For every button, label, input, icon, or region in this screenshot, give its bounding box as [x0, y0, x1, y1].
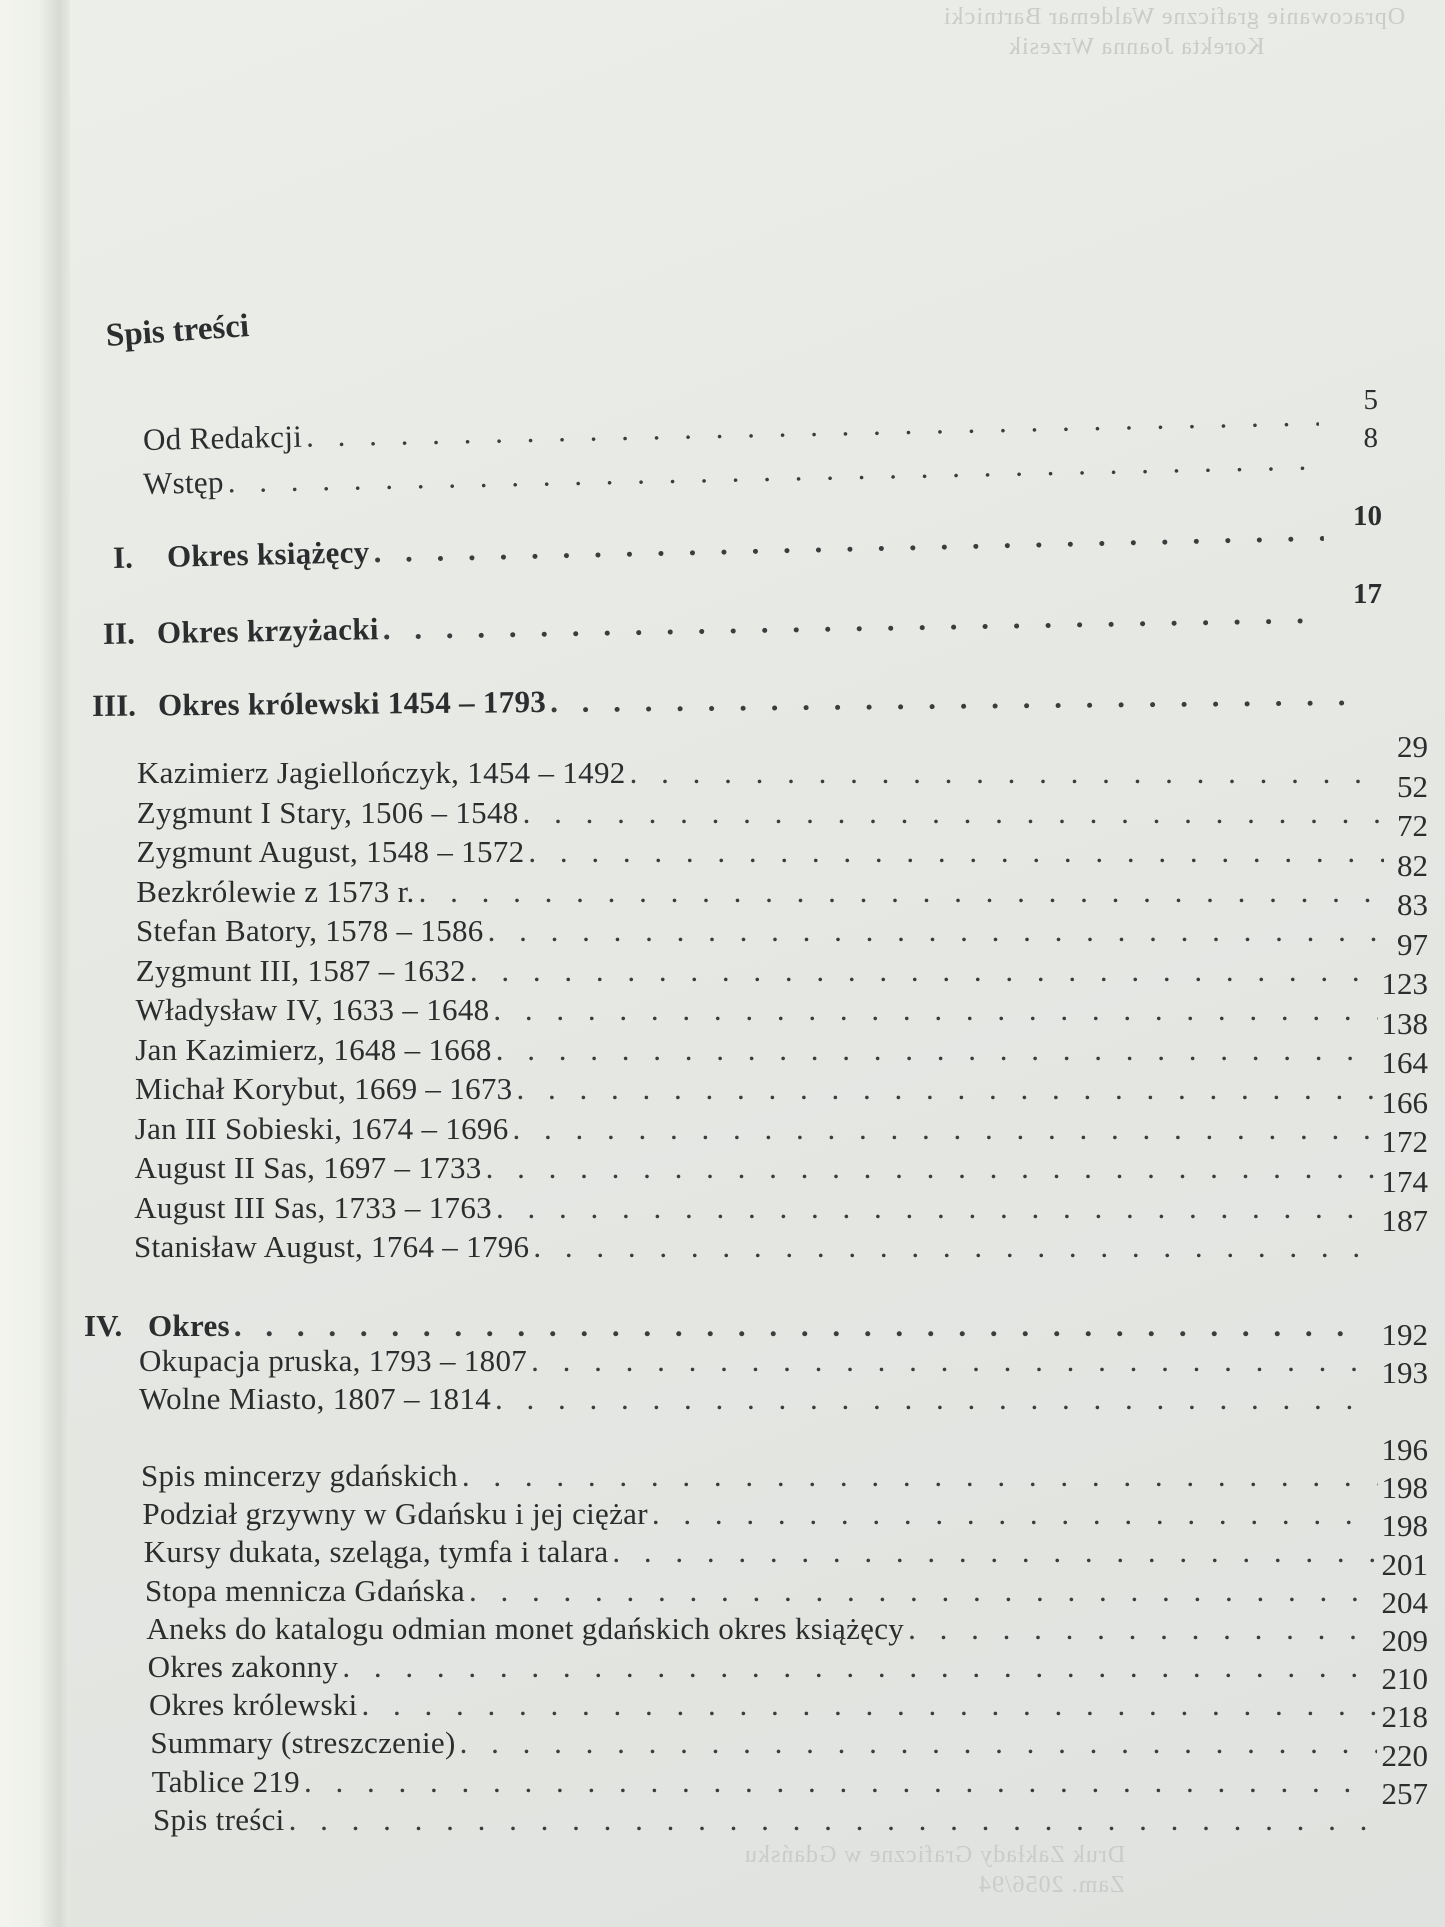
dot-leader — [496, 1032, 1378, 1068]
toc-page-number: 218 — [1381, 1699, 1428, 1735]
toc-page-number: 5 — [1363, 384, 1378, 416]
toc-page-number: 204 — [1381, 1584, 1428, 1620]
toc-entry-label: Jan Kazimierz, 1648 – 1668 — [135, 1031, 492, 1067]
chapter-number: IV. — [84, 1308, 123, 1343]
toc-entry-label: Okres — [148, 1308, 230, 1343]
toc-entry-label: Bezkrólewie z 1573 r. — [136, 873, 415, 909]
toc-page-number: 164 — [1381, 1045, 1428, 1080]
toc-entry-label: Okupacja pruska, 1793 – 1807 — [139, 1343, 528, 1378]
toc-entry-label: Wolne Miasto, 1807 – 1814 — [139, 1381, 492, 1416]
dot-leader — [488, 913, 1384, 949]
toc-page-number: 166 — [1381, 1084, 1428, 1120]
toc-page-number: 72 — [1397, 808, 1428, 843]
dot-leader — [493, 992, 1377, 1028]
toc-page-number: 192 — [1381, 1317, 1428, 1352]
chapter-number: II. — [102, 615, 136, 651]
toc-entry-label: Kazimierz Jagiellończyk, 1454 – 1492 — [137, 755, 626, 790]
toc-page-number: 201 — [1381, 1546, 1428, 1582]
toc-entry-label: Okres zakonny — [147, 1649, 339, 1684]
toc-entry-label: Okres książęcy — [166, 534, 370, 574]
toc-page-number: 97 — [1397, 926, 1428, 962]
toc-entry-label: Stopa mennicza Gdańska — [145, 1572, 465, 1608]
dot-leader — [630, 755, 1384, 791]
dot-leader — [304, 1764, 1378, 1800]
toc-entry-label: Zygmunt III, 1587 – 1632 — [135, 952, 466, 988]
toc-page-number: 8 — [1363, 422, 1378, 454]
toc-entry-label: Tablice 219 — [151, 1763, 300, 1799]
toc-page-number: 198 — [1381, 1508, 1428, 1544]
dot-leader — [528, 834, 1384, 870]
toc-entry-label: Spis mincerzy gdańskich — [141, 1458, 458, 1493]
dot-leader — [382, 595, 1324, 647]
toc-entry-label: Okres królewski 1454 – 1793 — [157, 684, 547, 723]
toc-chapter-4 — [84, 1308, 1369, 1344]
toc-entry-label: Zygmunt August, 1548 – 1572 — [136, 834, 525, 869]
toc-page-number: 174 — [1381, 1163, 1428, 1199]
dot-leader — [362, 1687, 1378, 1723]
bleed-through-text-line: Zam. 2056/94 — [978, 1872, 1125, 1898]
dot-leader — [495, 1381, 1377, 1417]
toc-page-number: 209 — [1381, 1623, 1428, 1658]
bleed-through-text-line: Druk Zakłady Graficzne w Gdańsku — [743, 1842, 1125, 1868]
toc-entry-label: Jan III Sobieski, 1674 – 1696 — [134, 1110, 509, 1146]
toc-page-number: 52 — [1397, 768, 1428, 804]
dot-leader — [289, 1802, 1378, 1838]
dot-leader — [419, 874, 1384, 910]
toc-entry-label: Summary (streszczenie) — [150, 1725, 456, 1761]
dot-leader — [550, 677, 1353, 720]
dot-leader — [523, 795, 1384, 831]
toc-entry-label: August III Sas, 1733 – 1763 — [134, 1189, 492, 1225]
dot-leader — [908, 1611, 1377, 1647]
dot-leader — [531, 1343, 1377, 1379]
dot-leader — [496, 1190, 1378, 1226]
dot-leader — [470, 953, 1384, 989]
page-title: Spis treści — [104, 308, 251, 354]
toc-page-number: 123 — [1381, 966, 1428, 1001]
toc-page-number: 17 — [1353, 578, 1382, 610]
toc-page-number: 187 — [1381, 1203, 1428, 1238]
chapter-number: I. — [112, 539, 134, 575]
toc-entry-label: Od Redakcji — [142, 418, 303, 457]
toc-page-number: 198 — [1381, 1470, 1428, 1506]
toc-page-number: 257 — [1381, 1775, 1428, 1811]
toc-entry-label: Stanisław August, 1764 – 1796 — [134, 1229, 530, 1264]
bleed-through-text-line: Opracowanie graficzne Waldemar Bartnicki — [942, 4, 1405, 30]
toc-page-number: 193 — [1381, 1355, 1428, 1390]
toc-entry — [137, 729, 1428, 791]
chapter-number: III. — [91, 687, 137, 723]
toc-page-number: 138 — [1381, 1005, 1428, 1041]
toc-entry-label: Władysław IV, 1633 – 1648 — [135, 992, 490, 1027]
toc-entry-label: Stefan Batory, 1578 – 1586 — [136, 913, 484, 948]
toc-page-number: 10 — [1353, 500, 1382, 532]
dot-leader — [516, 1071, 1377, 1107]
dot-leader — [462, 1458, 1378, 1494]
toc-page-number: 210 — [1381, 1661, 1428, 1697]
dot-leader — [342, 1649, 1377, 1685]
toc-entry-label: Okres krzyżacki — [156, 611, 380, 651]
toc-chapter-3 — [92, 677, 1357, 724]
toc-entry-label: Aneks do katalogu odmian monet gdańskich okres książęcy — [146, 1610, 905, 1646]
toc-entry-label: Kursy dukata, szeląga, tymfa i talara — [143, 1534, 609, 1570]
toc-page-number: 82 — [1397, 847, 1428, 883]
toc-entry-label: August II Sas, 1697 – 1733 — [134, 1150, 482, 1185]
dot-leader — [469, 1573, 1378, 1609]
dot-leader — [612, 1534, 1377, 1570]
dot-leader — [373, 513, 1324, 571]
toc-entry-label: Wstęp — [142, 464, 225, 501]
toc-chapter-1 — [113, 512, 1329, 576]
toc-page-number: 83 — [1397, 887, 1428, 922]
dot-leader — [513, 1111, 1378, 1147]
dot-leader — [460, 1725, 1378, 1761]
bleed-through-text-line: Korekta Joanna Wrzesik — [1008, 34, 1265, 60]
toc-page-number: 172 — [1381, 1124, 1428, 1159]
toc-entry-label: Michał Korybut, 1669 – 1673 — [135, 1071, 513, 1106]
toc-entry-label: Spis treści — [153, 1801, 285, 1837]
dot-leader — [234, 1308, 1365, 1344]
toc-entry-label: Podział grzywny w Gdańsku i jej ciężar — [142, 1496, 648, 1532]
toc-entry-label: Okres królewski — [149, 1687, 358, 1723]
dot-leader — [652, 1496, 1378, 1532]
toc-page-number: 220 — [1381, 1737, 1428, 1773]
toc-page-number: 196 — [1381, 1432, 1428, 1467]
toc-entry — [141, 1432, 1428, 1494]
dot-leader — [486, 1150, 1378, 1186]
dot-leader — [533, 1229, 1377, 1265]
toc-page-number: 29 — [1397, 729, 1428, 764]
toc-chapter-2 — [103, 595, 1328, 652]
toc-entry-label: Zygmunt I Stary, 1506 – 1548 — [136, 794, 519, 830]
